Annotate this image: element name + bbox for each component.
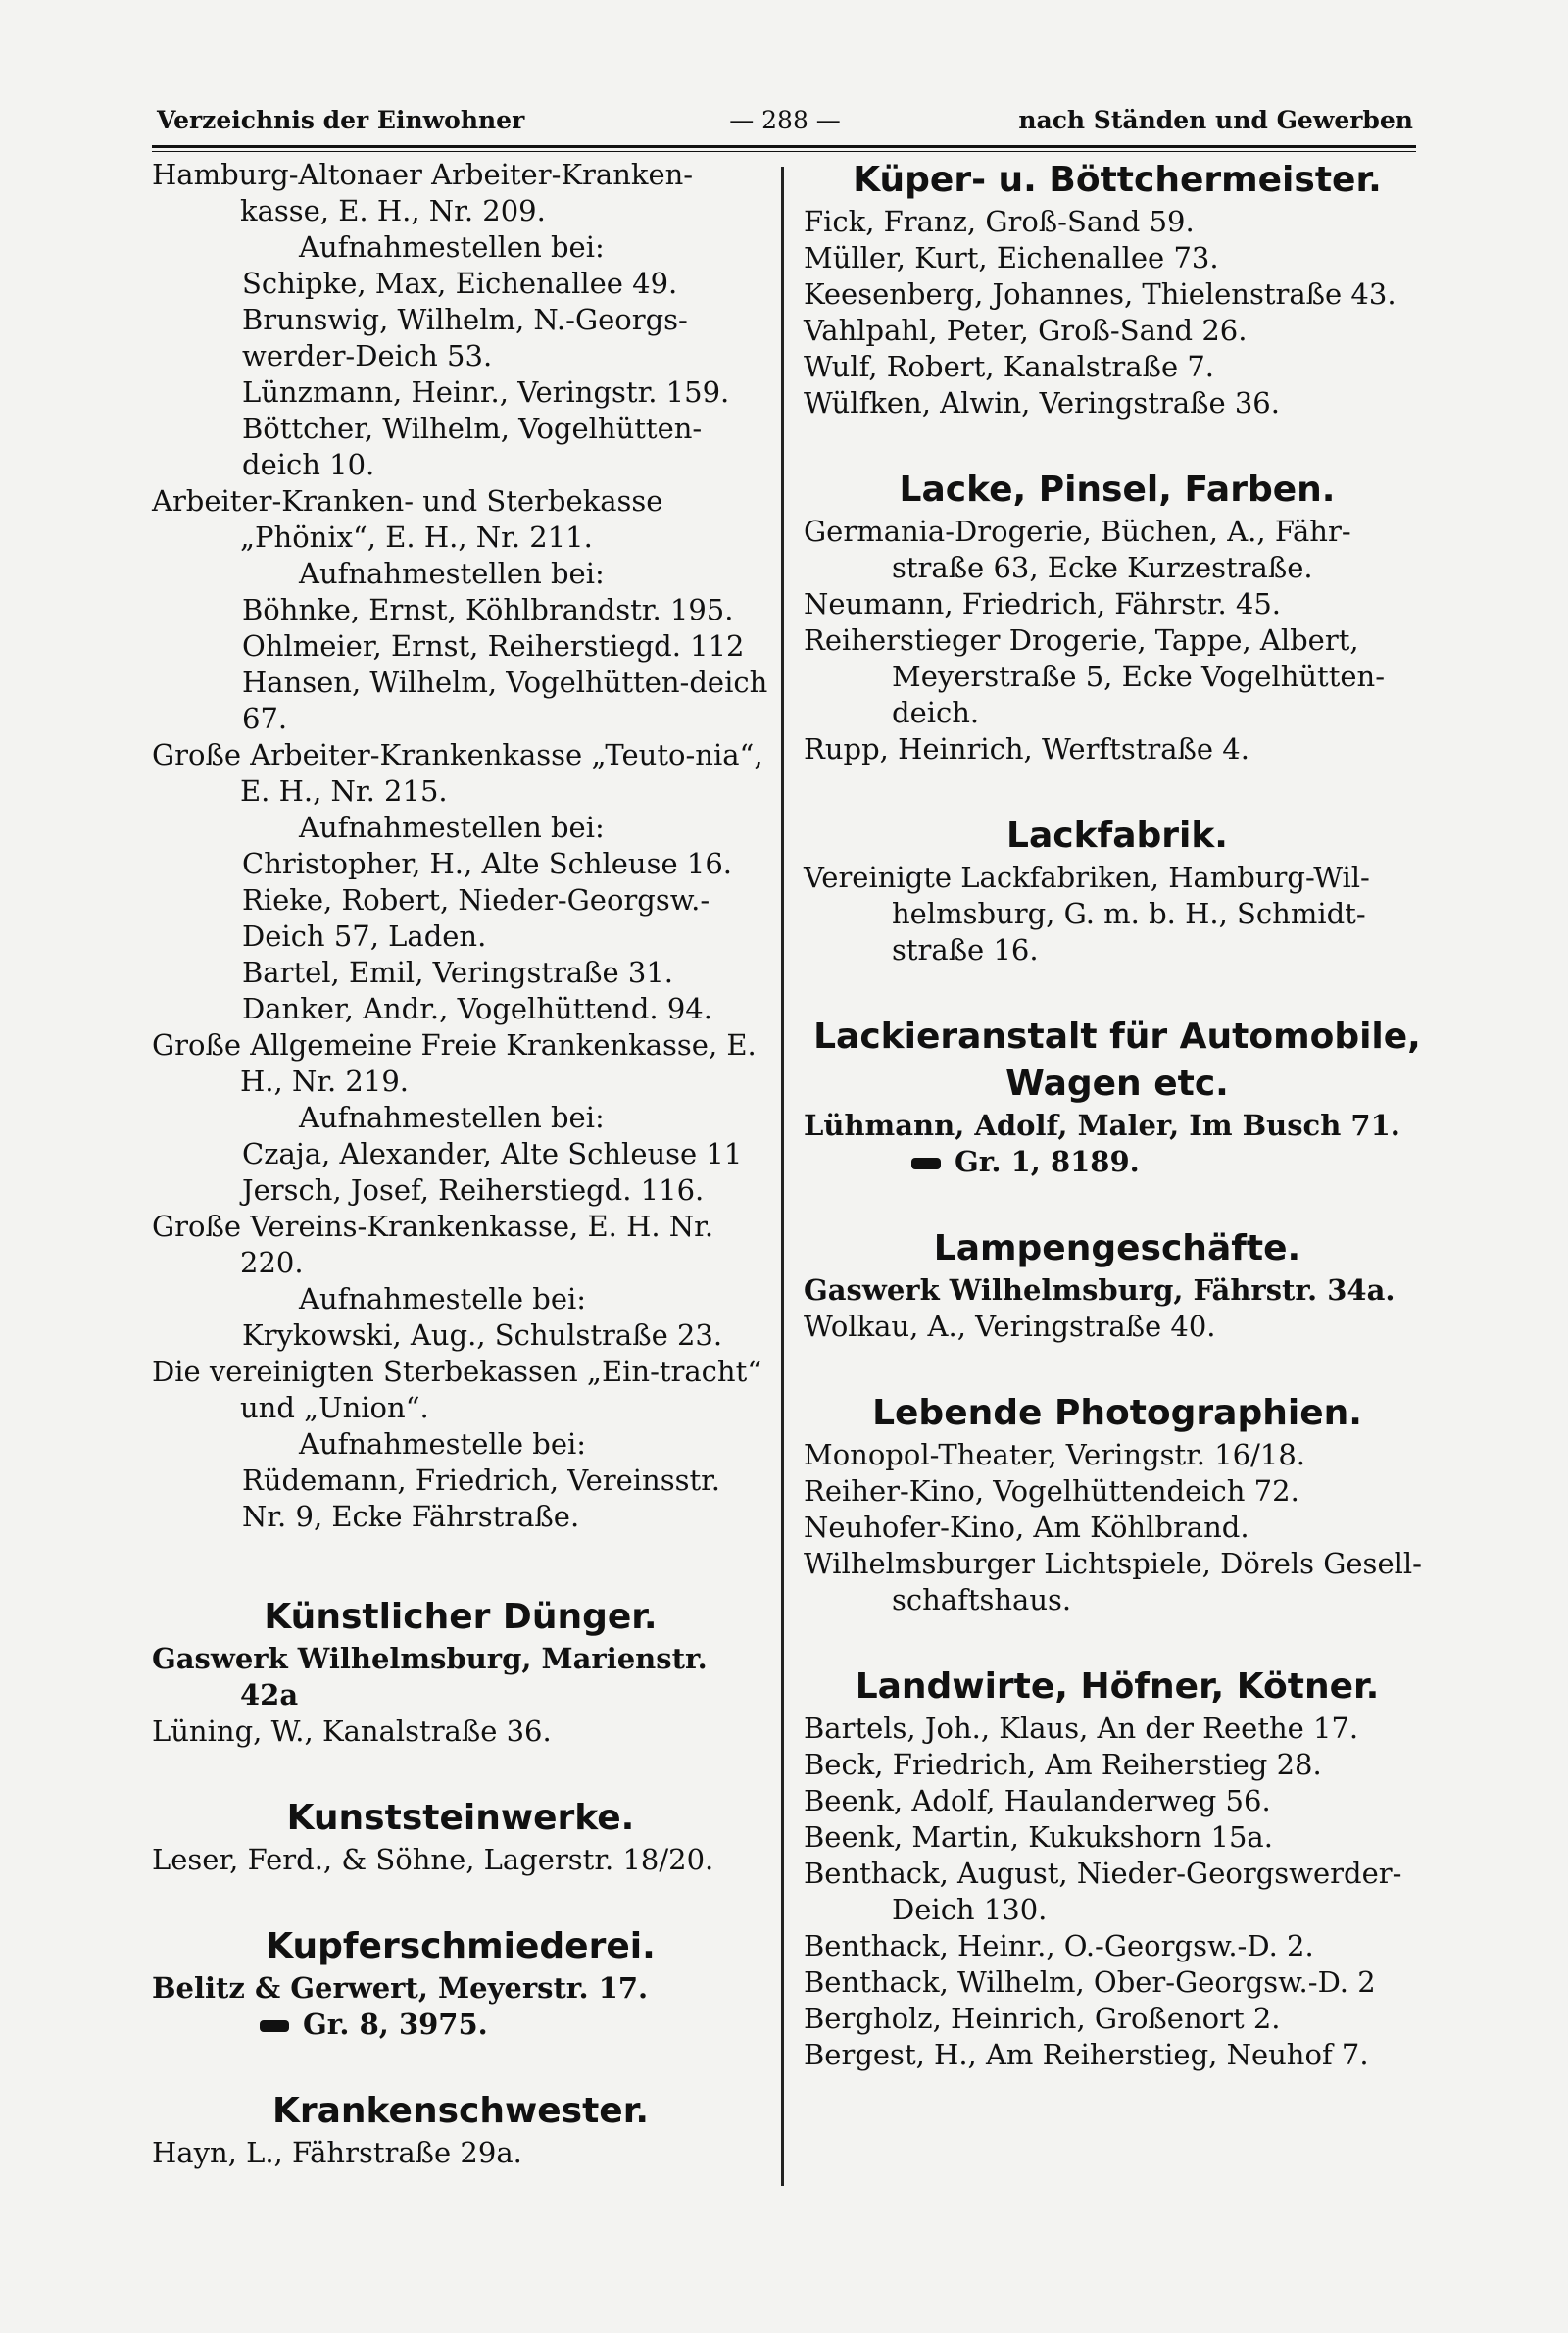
list-item: Benthack, August, Nieder-Georgswerder-Deich 130. <box>804 1857 1402 1926</box>
sub-heading: Aufnahmestellen bei: <box>299 230 605 264</box>
list-item: Bergholz, Heinrich, Großenort 2. <box>804 2002 1281 2035</box>
page-number: — 288 — <box>729 106 841 134</box>
section-heading: Lacke, Pinsel, Farben. <box>899 470 1336 510</box>
section-heading: Landwirte, Höfner, Kötner. <box>855 1666 1380 1707</box>
telephone-number: Gr. 1, 8189. <box>955 1145 1140 1178</box>
section-heading: Lampengeschäfte. <box>933 1228 1301 1268</box>
list-item: Gaswerk Wilhelmsburg, Marienstr. 42a <box>152 1642 708 1712</box>
section-heading: Kupferschmiederei. <box>266 1926 656 1966</box>
right-column <box>804 157 1431 2073</box>
list-item: Krykowski, Aug., Schulstraße 23. <box>242 1318 723 1352</box>
list-item: Reiher-Kino, Vogelhüttendeich 72. <box>804 1474 1299 1508</box>
section-heading: Kunststeinwerke. <box>286 1798 635 1838</box>
section-heading: Küper- u. Böttchermeister. <box>853 160 1382 200</box>
list-item: Müller, Kurt, Eichenallee 73. <box>804 241 1219 274</box>
list-item: Leser, Ferd., & Söhne, Lagerstr. 18/20. <box>152 1843 714 1876</box>
list-item: Lüning, W., Kanalstraße 36. <box>152 1714 552 1748</box>
header-rule-thin <box>152 151 1416 152</box>
list-item: Wilhelmsburger Lichtspiele, Dörels Gesell-schaftshaus. <box>804 1547 1422 1616</box>
list-item: Vereinigte Lackfabriken, Hamburg-Wil-helmsburg, G. m. b. H., Schmidt-straße 16. <box>804 861 1370 967</box>
list-item: Reiherstieger Drogerie, Tappe, Albert, Meyerstraße 5, Ecke Vogelhütten-deich. <box>804 623 1385 729</box>
list-item: Czaja, Alexander, Alte Schleuse 11 <box>242 1137 743 1170</box>
list-item: Beenk, Martin, Kukukshorn 15a. <box>804 1820 1273 1854</box>
running-head <box>157 106 1413 145</box>
section-heading: Krankenschwester. <box>271 2091 649 2131</box>
entry-title: Große Arbeiter-Krankenkasse „Teuto-nia“, E. H., Nr. 215. <box>152 738 763 808</box>
sub-heading: Aufnahmestelle bei: <box>299 1427 587 1461</box>
sub-heading: Aufnahmestellen bei: <box>299 557 605 590</box>
list-item: Bartel, Emil, Veringstraße 31. <box>242 956 674 989</box>
list-item: Rieke, Robert, Nieder-Georgsw.-Deich 57, Laden. <box>242 883 710 953</box>
list-item: Belitz & Gerwert, Meyerstr. 17. <box>152 1971 649 2005</box>
list-item: Böttcher, Wilhelm, Vogelhütten-deich 10. <box>242 412 703 481</box>
list-item: Jersch, Josef, Reiherstiegd. 116. <box>242 1173 705 1207</box>
section-heading: Künstlicher Dünger. <box>264 1597 658 1637</box>
section-heading: Lackieranstalt für Automobile, Wagen etc. <box>813 1017 1421 1104</box>
list-item: Bergest, H., Am Reiherstieg, Neuhof 7. <box>804 2038 1369 2071</box>
list-item: Gaswerk Wilhelmsburg, Fährstr. 34a. <box>804 1273 1396 1307</box>
list-item: Bartels, Joh., Klaus, An der Reethe 17. <box>804 1712 1359 1745</box>
list-item: Neuhofer-Kino, Am Köhlbrand. <box>804 1511 1250 1544</box>
list-item: Rupp, Heinrich, Werftstraße 4. <box>804 732 1250 766</box>
sub-heading: Aufnahmestelle bei: <box>299 1282 587 1315</box>
entry-title: Arbeiter-Kranken- und Sterbekasse „Phönix“, E. H., Nr. 211. <box>152 484 663 554</box>
entry-title: Große Allgemeine Freie Krankenkasse, E. H., Nr. 219. <box>152 1028 757 1098</box>
list-item: Hansen, Wilhelm, Vogelhütten-deich 67. <box>242 666 768 735</box>
list-item: Lünzmann, Heinr., Veringstr. 159. <box>242 375 730 409</box>
list-item: Beenk, Adolf, Haulanderweg 56. <box>804 1784 1271 1817</box>
list-item: Lühmann, Adolf, Maler, Im Busch 71. <box>804 1109 1400 1142</box>
sub-heading: Aufnahmestellen bei: <box>299 1101 605 1134</box>
list-item: Rüdemann, Friedrich, Vereinsstr. Nr. 9, Ecke Fährstraße. <box>242 1464 721 1533</box>
list-item: Neumann, Friedrich, Fährstr. 45. <box>804 587 1282 620</box>
list-item: Danker, Andr., Vogelhüttend. 94. <box>242 992 712 1025</box>
list-item: Benthack, Heinr., O.-Georgsw.-D. 2. <box>804 1929 1314 1962</box>
list-item: Fick, Franz, Groß-Sand 59. <box>804 205 1195 238</box>
column-divider <box>781 167 784 2186</box>
header-rule <box>152 145 1416 148</box>
list-item: Brunswig, Wilhelm, N.-Georgs-werder-Deich 53. <box>242 303 688 372</box>
running-head-right: nach Ständen und Gewerben <box>1018 106 1413 134</box>
list-item: Böhnke, Ernst, Köhlbrandstr. 195. <box>242 593 734 626</box>
list-item: Ohlmeier, Ernst, Reiherstiegd. 112 <box>242 629 745 663</box>
telephone-number: Gr. 8, 3975. <box>303 2008 488 2041</box>
list-item: Hayn, L., Fährstraße 29a. <box>152 2136 522 2169</box>
list-item: Christopher, H., Alte Schleuse 16. <box>242 847 732 880</box>
entry-title: Die vereinigten Sterbekassen „Ein-tracht“ und „Union“. <box>152 1355 762 1424</box>
list-item: Vahlpahl, Peter, Groß-Sand 26. <box>804 314 1248 347</box>
list-item: Germania-Drogerie, Büchen, A., Fähr-straße 63, Ecke Kurzestraße. <box>804 515 1351 584</box>
list-item: Monopol-Theater, Veringstr. 16/18. <box>804 1438 1306 1471</box>
section-heading: Lebende Photographien. <box>872 1393 1362 1433</box>
list-item: Wolkau, A., Veringstraße 40. <box>804 1310 1216 1343</box>
telephone-line <box>152 2007 769 2043</box>
list-item: Beck, Friedrich, Am Reiherstieg 28. <box>804 1748 1322 1781</box>
list-item: Benthack, Wilhelm, Ober-Georgsw.-D. 2 <box>804 1965 1376 1999</box>
telephone-icon <box>260 2020 289 2032</box>
telephone-icon <box>911 1158 941 1169</box>
sub-heading: Aufnahmestellen bei: <box>299 811 605 844</box>
entry-title: Große Vereins-Krankenkasse, E. H. Nr. 220. <box>152 1210 714 1279</box>
list-item: Schipke, Max, Eichenallee 49. <box>242 267 678 300</box>
list-item: Wulf, Robert, Kanalstraße 7. <box>804 350 1214 383</box>
running-head-left: Verzeichnis der Einwohner <box>157 106 525 134</box>
section-heading: Lackfabrik. <box>1006 816 1228 856</box>
list-item: Keesenberg, Johannes, Thielenstraße 43. <box>804 277 1396 311</box>
telephone-line <box>804 1144 1431 1180</box>
list-item: Wülfken, Alwin, Veringstraße 36. <box>804 386 1280 420</box>
entry-title: Hamburg-Altonaer Arbeiter-Kranken-kasse, E. H., Nr. 209. <box>152 158 694 227</box>
left-column <box>152 157 769 2171</box>
